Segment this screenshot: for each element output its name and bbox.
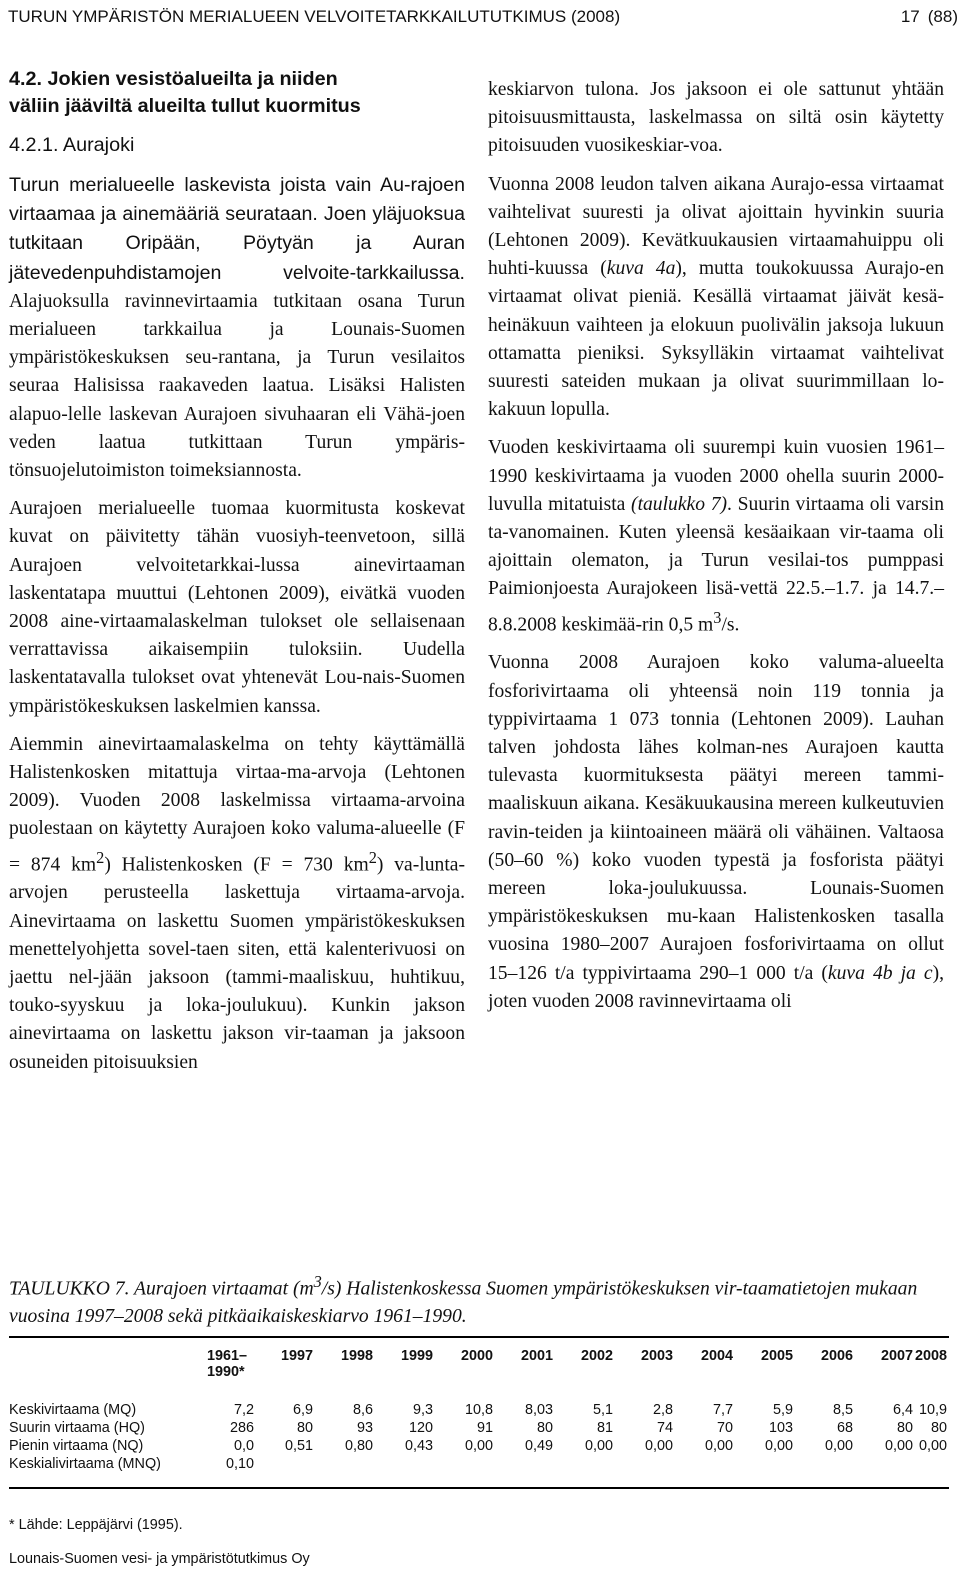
header-cell-year: 1998 — [340, 1348, 373, 1364]
figure-reference: kuva 4a — [606, 258, 676, 280]
table-cell: 93 — [356, 1420, 373, 1436]
table-cell: 0,00 — [824, 1438, 853, 1454]
page-total: (88) — [927, 7, 958, 26]
paragraph — [9, 731, 465, 1077]
header-cell-year: 1999 — [400, 1348, 433, 1364]
table-row — [9, 1420, 949, 1439]
table-row — [9, 1438, 949, 1457]
table-cell: 80 — [896, 1420, 913, 1436]
table-cell: 80 — [296, 1420, 313, 1436]
table-cell: 10,9 — [918, 1402, 947, 1418]
table-caption — [9, 1268, 949, 1330]
table-cell: 6,4 — [892, 1402, 913, 1418]
section-heading-line2: väliin jääviltä alueilta tullut kuormitus — [9, 95, 361, 117]
table-cell: 8,5 — [832, 1402, 853, 1418]
header-cell-year: 2000 — [460, 1348, 493, 1364]
header-cell-year: 2003 — [640, 1348, 673, 1364]
table-cell: 8,6 — [352, 1402, 373, 1418]
table-cell: 70 — [716, 1420, 733, 1436]
superscript: 3 — [313, 1272, 322, 1291]
table-reference: (taulukko 7) — [631, 493, 728, 515]
table-cell: 0,00 — [764, 1438, 793, 1454]
section-heading-line1: 4.2. Jokien vesistöalueilta ja niiden — [9, 68, 338, 90]
table-cell: 0,0 — [233, 1438, 254, 1454]
table-cell: 0,00 — [464, 1438, 493, 1454]
header-text: 1961– — [207, 1348, 248, 1364]
table-cell: 9,3 — [412, 1402, 433, 1418]
table-cell: 8,03 — [524, 1402, 553, 1418]
left-column — [9, 66, 465, 1087]
paragraph — [488, 171, 944, 425]
page-number: 17 — [900, 7, 920, 26]
table-cell: 0,80 — [344, 1438, 373, 1454]
table-top-rule — [9, 1336, 949, 1338]
figure-reference: kuva 4b ja c — [827, 962, 933, 984]
text-run: /s. — [721, 614, 740, 636]
page-footer: Lounais-Suomen vesi- ja ympäristötutkimus Oy — [9, 1551, 310, 1567]
right-column — [488, 76, 944, 1026]
subsection-heading: 4.2.1. Aurajoki — [9, 134, 135, 156]
table-cell: 2,8 — [652, 1402, 673, 1418]
header-cell-year: 2001 — [520, 1348, 553, 1364]
paragraph — [488, 434, 944, 639]
table-row — [9, 1456, 949, 1475]
row-label: Pienin virtaama (NQ) — [9, 1438, 144, 1454]
table-cell: 0,00 — [884, 1438, 913, 1454]
superscript: 3 — [713, 607, 722, 627]
header-cell-year: 2002 — [580, 1348, 613, 1364]
section-heading — [9, 66, 465, 120]
paragraph — [488, 649, 944, 1016]
superscript: 2 — [96, 847, 105, 867]
table-cell: 286 — [229, 1420, 254, 1436]
paragraph-sans-part: Turun merialueelle laskevista joista vain Au-rajoen virtaamaa ja ainemääriä seurataan. Joen yläjuoksua tutkitaan Oripään, Pöytyän ja Auran jätevedenpuhdistamojen velvoite-tarkkailussa. — [9, 174, 465, 284]
table-cell: 74 — [656, 1420, 673, 1436]
table-cell: 10,8 — [464, 1402, 493, 1418]
header-text: 1990* — [207, 1364, 245, 1380]
header-cell-year: 2008 — [914, 1348, 947, 1364]
table-cell: 0,00 — [704, 1438, 733, 1454]
caption-text: TAULUKKO 7. Aurajoen virtaamat (m — [9, 1278, 314, 1300]
paragraph: keskiarvon tulona. Jos jaksoon ei ole sattunut yhtään pitoisuusmittausta, laskelmassa on siltä osin käytetty pitoisuuden vuosikeskiar-voa. — [488, 79, 944, 157]
table-cell: 0,49 — [524, 1438, 553, 1454]
text-run: Vuonna 2008 Aurajoen koko valuma-alueelta fosforivirtaama oli yhteensä noin 119 tonnia ja typpivirtaama 1 073 tonnia (Lehtonen 2009). Lauhan talven johdosta lähes kolman-nes Aurajoen kautta tulevasta kuormituksesta päätyi mereen tammi-maaliskuun aikana. Kesäkuukausina mereen kulkeutuvien ravin-teiden ja kiintoaineen määrä oli vähäinen. Valtaosa (50–60 %) koko vuoden typestä ja fosforista päätyi mereen loka-joulukuussa. Lounais-Suomen ympäristökeskuksen mu-kaan Halistenkosken tasalla vuosina 1980–2007 Aurajoen fosforivirtaama on ollut 15–126 t/a typpivirtaama 290–1 000 t/a ( — [488, 652, 944, 984]
table-cell: 103 — [768, 1420, 793, 1436]
row-label: Keskivirtaama (MQ) — [9, 1402, 137, 1418]
table-cell: 5,9 — [772, 1402, 793, 1418]
table-cell: 68 — [836, 1420, 853, 1436]
table-cell: 81 — [596, 1420, 613, 1436]
table-row — [9, 1402, 949, 1421]
text-run: ), joten vuoden 2008 ravinnevirtaama oli — [488, 962, 944, 1012]
table-cell: 7,7 — [712, 1402, 733, 1418]
page-indicator — [901, 6, 958, 28]
table-cell: 91 — [476, 1420, 493, 1436]
table-cell: 7,2 — [233, 1402, 254, 1418]
superscript: 2 — [368, 847, 377, 867]
table-cell: 80 — [930, 1420, 947, 1436]
running-header — [8, 6, 958, 28]
caption-text: /s) Halistenkoskessa Suomen ympäristökeskuksen vir-taamatietojen mukaan vuosina 1997–2008 sekä pitkäaikaiskeskiarvo 1961–1990. — [9, 1278, 918, 1327]
table-bottom-rule — [9, 1487, 949, 1489]
header-cell-year: 1997 — [280, 1348, 313, 1364]
row-label: Keskialivirtaama (MNQ) — [9, 1456, 161, 1472]
header-cell-year: 2007 — [880, 1348, 913, 1364]
table-header-row — [9, 1348, 949, 1388]
table-cell: 0,00 — [584, 1438, 613, 1454]
table-cell: 5,1 — [592, 1402, 613, 1418]
table-cell: 0,00 — [918, 1438, 947, 1454]
row-label: Suurin virtaama (HQ) — [9, 1420, 145, 1436]
report-title: TURUN YMPÄRISTÖN MERIALUEEN VELVOITETARKKAILUTUTKIMUS (2008) — [8, 7, 621, 26]
paragraph — [9, 171, 465, 485]
table-cell: 120 — [408, 1420, 433, 1436]
table-cell: 0,10 — [225, 1456, 254, 1472]
table-cell: 80 — [536, 1420, 553, 1436]
text-run: . Suurin virtaama oli varsin ta-vanomainen. Kuten yleensä kesäaikaan vir-taama oli ajoittain olematon, ja Turun vesilai-tos pumppasi Paimionjoesta Aurajokeen lisä-vettä 22.5.–1.7. ja 14.7.–8.8.2008 keskimää-rin 0,5 m — [488, 493, 945, 636]
table-cell: 0,51 — [284, 1438, 313, 1454]
text-run: ) Halistenkosken (F = 730 km — [104, 854, 369, 876]
paragraph: Aurajoen merialueelle tuomaa kuormitusta koskevat kuvat on päivitetty tähän vuosiyh-teenvetoon, sillä Aurajoen velvoitetarkkai-lussa ainevirtaaman laskentatapa muuttui (Lehtonen 2009), eivätkä vuoden 2008 aine-virtaamalaskelman tulokset ole sellaisenaan verrattavissa aikaisempiin tuloksiin. Uudella laskentatavalla tulokset ovat yhtenevät Lou-nais-Suomen ympäristökeskuksen laskelmien kanssa. — [9, 498, 465, 717]
table-cell: 6,9 — [292, 1402, 313, 1418]
header-cell-year: 2004 — [700, 1348, 733, 1364]
text-run: Aiemmin ainevirtaamalaskelma on tehty käyttämällä Halistenkosken mitattuja virtaa-ma-arvoja (Lehtonen 2009). Vuoden 2008 laskelmissa virtaama-arvoina puolestaan on käytetty Aurajoen koko valuma-alueelle (F = 874 km — [9, 733, 465, 876]
text-run: ), mutta toukokuussa Aurajo-en virtaamat olivat pieniä. Kesällä virtaamat jäivät kesä-heinäkuun vaihteen ja elokuun puolivälin jaksoja lukuun ottamatta pieniksi. Syksylläkin virtaamat vaihtelivat suuresti sateiden mukaan ja olivat suurimmillaan lo-kakuun lopulla. — [488, 258, 944, 421]
header-cell-1961-1990 — [207, 1348, 255, 1380]
header-cell-year: 2006 — [820, 1348, 853, 1364]
table-footnote: * Lähde: Leppäjärvi (1995). — [9, 1517, 183, 1533]
paragraph-serif-part: Alajuoksulla ravinnevirtaamia tutkitaan osana Turun merialueen tarkkailua ja Lounais-Suomen ympäristökeskuksen seu-rantana, ja Turun vesilaitos seuraa Halisissa raakaveden laatua. Lisäksi Halisten alapuo-lelle laskevan Aurajoen sivuhaaran eli Vähä-joen veden laatua tutkittaan Turun ympäris-tönsuojelutoimiston toimeksiannosta. — [9, 290, 465, 482]
table-cell: 0,00 — [644, 1438, 673, 1454]
table-cell: 0,43 — [404, 1438, 433, 1454]
text-run: Vuonna 2008 leudon talven aikana Aurajo-essa virtaamat vaihtelivat suuresti ja olivat ajoittain hyvinkin suuria (Lehtonen 2009). Kevätkuukausien virtaamahuippu oli huhti-kuussa ( — [488, 173, 944, 280]
text-run: ) va-lunta-arvojen perusteella laskettuja virtaama-arvoja. Ainevirtaama on laskettu Suomen ympäristökeskuksen menettelyohjetta sovel-taen siten, että kalenterivuosi on jaettu nel-jään jaksoon (tammi-maaliskuu, huhtikuu, touko-syyskuu ja loka-joulukuu). Kunkin jakson ainevirtaama on laskettu jakson vir-taaman ja jaksoon osuneiden pitoisuuksien — [9, 854, 465, 1073]
text-run: Vuoden keskivirtaama oli suurempi kuin vuosien 1961–1990 keskivirtaama ja vuoden 2000 ohella suurin 2000-luvulla mitatuista — [488, 437, 944, 515]
header-cell-year: 2005 — [760, 1348, 793, 1364]
